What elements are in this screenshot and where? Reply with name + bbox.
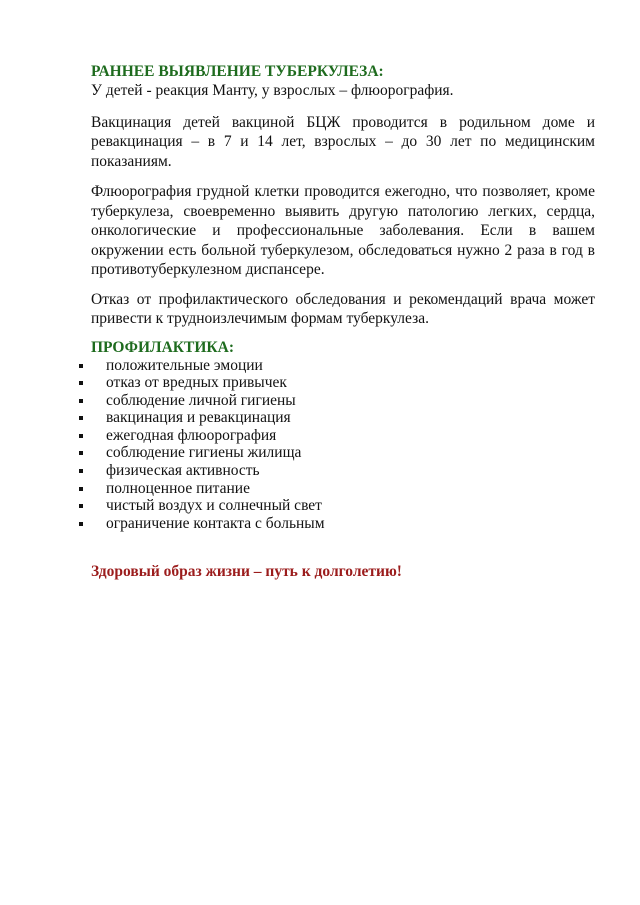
square-bullet-icon [79, 399, 83, 403]
list-item-text: ежегодная флюорография [106, 426, 277, 444]
square-bullet-icon [79, 522, 83, 526]
list-item [79, 444, 583, 462]
list-item-text: физическая активность [106, 462, 260, 480]
list-item [79, 462, 583, 480]
paragraph-vaccination: Вакцинация детей вакциной БЦЖ проводится в родильном доме и ревакцинация – в 7 и 14 лет, взрослых – до 30 лет по медицинским показаниям. [91, 113, 595, 170]
document-page [91, 62, 595, 581]
list-item-text: положительные эмоции [106, 356, 263, 374]
list-item [79, 374, 583, 392]
list-item-text: вакцинация и ревакцинация [106, 409, 291, 427]
list-item-text: соблюдение личной гигиены [106, 391, 296, 409]
paragraph-refusal: Отказ от профилактического обследования и рекомендаций врача может привести к трудноизлечимым формам туберкулеза. [91, 290, 595, 327]
list-item-text: полноценное питание [106, 479, 250, 497]
list-item [79, 357, 583, 375]
list-item-text: соблюдение гигиены жилища [106, 444, 302, 462]
list-item [79, 497, 583, 515]
list-item [79, 392, 583, 410]
list-item [79, 515, 583, 533]
list-item [79, 409, 583, 427]
square-bullet-icon [79, 381, 83, 385]
square-bullet-icon [79, 416, 83, 420]
list-item-text: отказ от вредных привычек [106, 374, 287, 392]
square-bullet-icon [79, 434, 83, 438]
list-item [79, 427, 583, 445]
list-item-text: ограничение контакта с больным [106, 514, 325, 532]
slogan: Здоровый образ жизни – путь к долголетию! [91, 563, 402, 581]
square-bullet-icon [79, 487, 83, 491]
square-bullet-icon [79, 469, 83, 473]
prevention-list [79, 357, 583, 533]
list-item-text: чистый воздух и солнечный свет [106, 497, 322, 515]
section-early-detection-title: РАННЕЕ ВЫЯВЛЕНИЕ ТУБЕРКУЛЕЗА: [91, 63, 384, 80]
section-prevention-title: ПРОФИЛАКТИКА: [91, 338, 235, 356]
paragraph-fluorography: Флюорография грудной клетки проводится ежегодно, что позволяет, кроме туберкулеза, своевременно выявить другую патологию легких, сердца, онкологические и профессиональные заболевания. Если в вашем окружении есть больной туберкулезом, обследоваться нужно 2 раза в год в противотуберкулезном диспансере. [91, 183, 595, 278]
paragraph-mantoux: У детей - реакция Манту, у взрослых – флюорография. [91, 82, 454, 99]
list-item [79, 480, 583, 498]
square-bullet-icon [79, 364, 83, 368]
square-bullet-icon [79, 504, 83, 508]
square-bullet-icon [79, 451, 83, 455]
